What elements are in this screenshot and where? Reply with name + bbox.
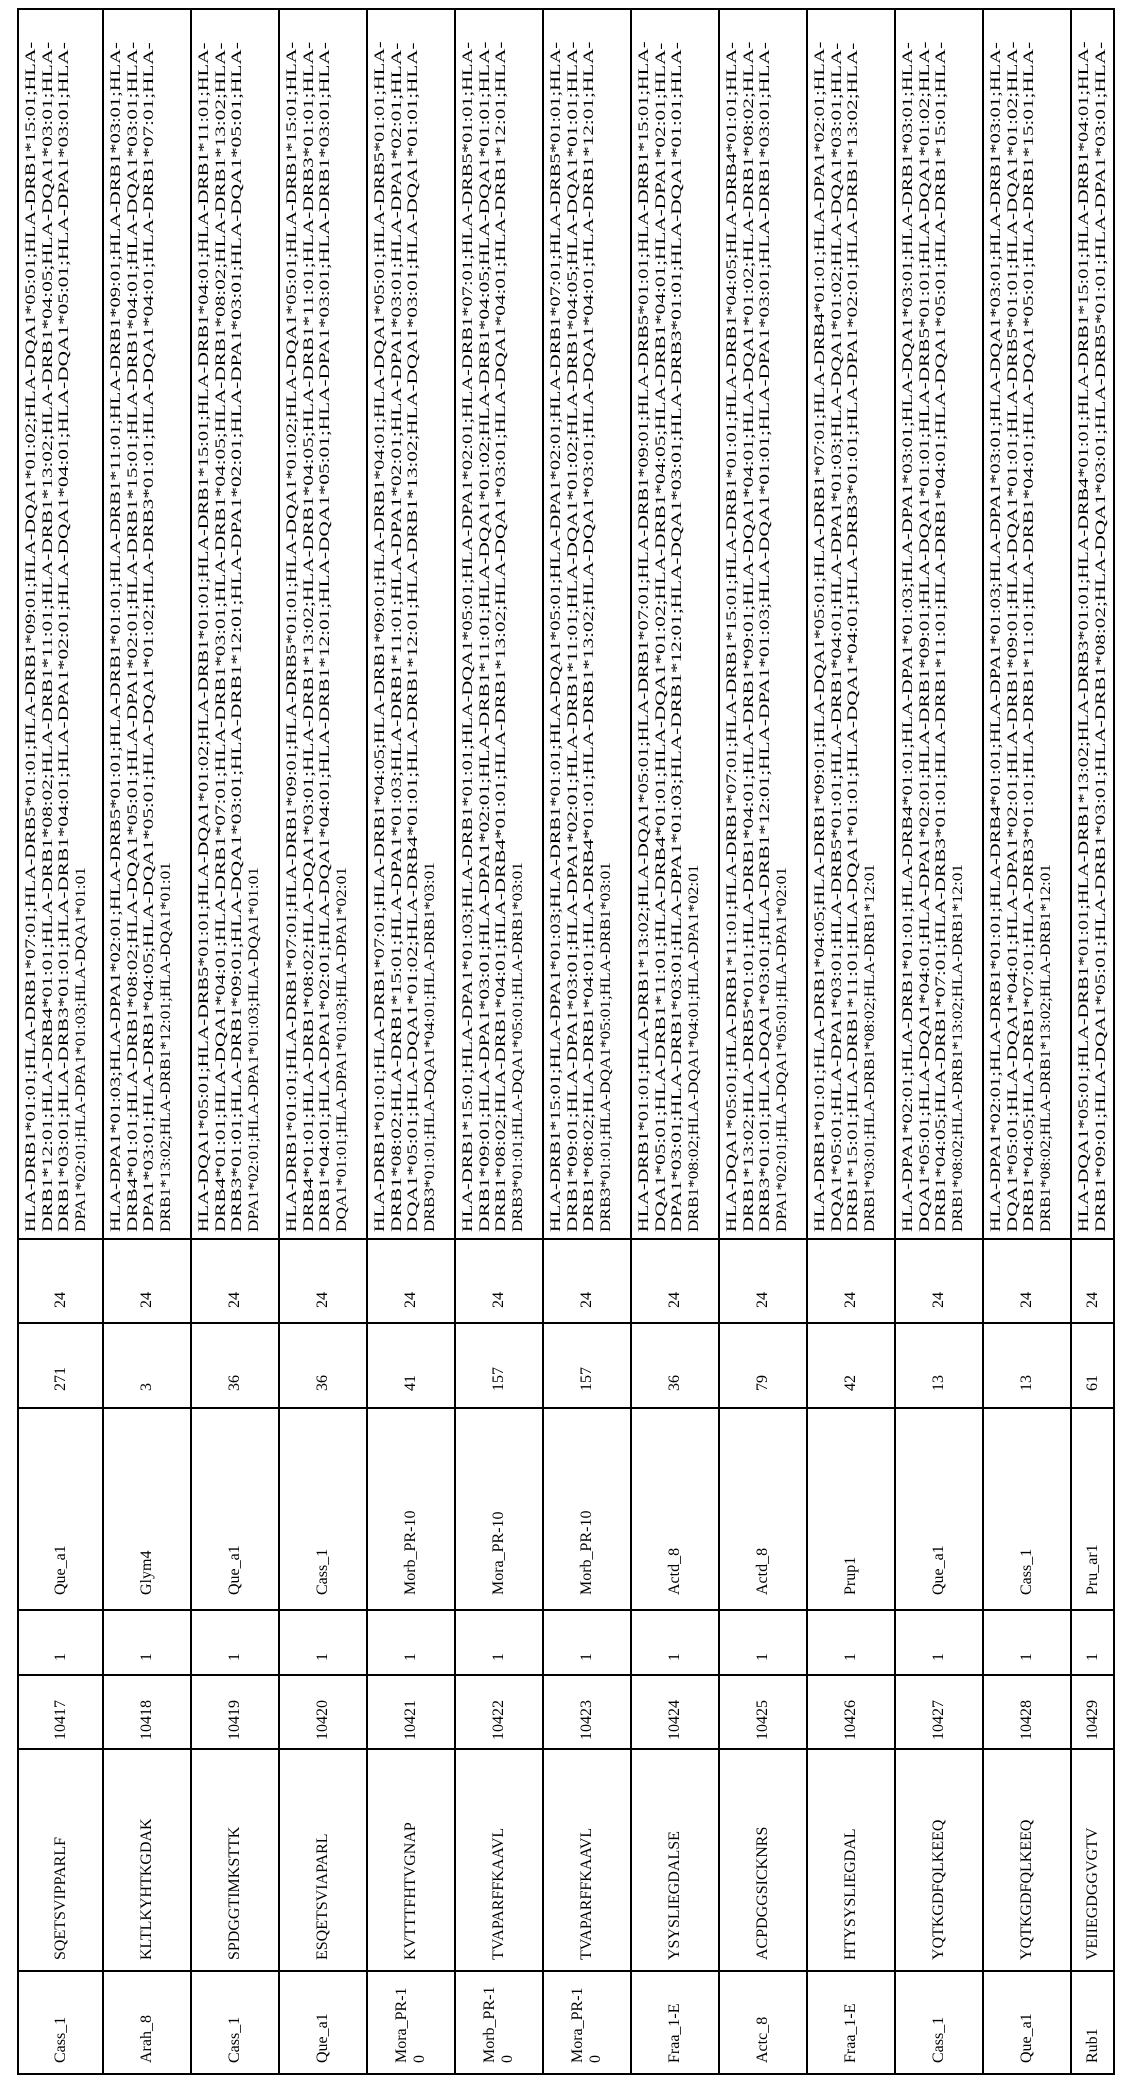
peptide-sequence-cell-text: YQTKGDFQLKEEQ [1018, 1820, 1036, 1960]
allergen-cell-text: Morb_PR-10 [481, 1980, 517, 2063]
allergen-cell-text: Cass_1 [930, 2017, 948, 2063]
hla-allele-line: HLA-DRB1*01:01;HLA-DRB1*07:01;HLA-DRB1*09:01;HLA-DRB5*01:01;HLA-DQA1*01:02;HLA-DQA1*05:01;HLA-DRB1*15:01;HLA- [284, 42, 301, 1232]
length-cell [544, 1238, 630, 1322]
length-cell [192, 1238, 278, 1322]
source-allergen-cell-text: Que_a1 [930, 1545, 948, 1595]
count-cell-text: 1 [314, 1653, 332, 1661]
hla-allele-line: DRB1*03:01;HLA-DRB3*01:01;HLA-DRB1*04:01;HLA-DPA1*02:01;HLA-DQA1*04:01;HLA-DQA1*05:01;HLA-DPA1*03:01;HLA- [56, 42, 73, 1232]
hla-allele-line: HLA-DQA1*05:01;HLA-DRB1*11:01;HLA-DRB1*07:01;HLA-DRB1*15:01;HLA-DRB1*01:01;HLA-DRB1*04:05;HLA-DRB4*01:01;HLA- [724, 42, 741, 1232]
source-allergen-cell [720, 1407, 806, 1609]
hla-alleles-cell [280, 10, 366, 1238]
peptide-id-cell [104, 1674, 190, 1748]
count-cell [984, 1609, 1070, 1674]
peptide-sequence-cell [19, 1748, 102, 1970]
allergen-cell-text: Que_a1 [314, 2013, 332, 2063]
allergen-cell [368, 1970, 454, 2073]
count-cell-text: 1 [226, 1653, 244, 1661]
hla-allele-line: DPA1*03:01;HLA-DRB1*03:01;HLA-DPA1*01:03;HLA-DRB1*12:01;HLA-DQA1*03:01;HLA-DRB3*01:01;HLA-DQA1*01:01;HLA- [669, 42, 686, 1232]
table-row [104, 10, 192, 2073]
length-cell [1072, 1238, 1113, 1322]
position-cell-text: 36 [226, 1375, 244, 1391]
peptide-sequence-cell-text: SQETSVIPPARLF [52, 1837, 70, 1960]
source-allergen-cell-text: Cass_1 [314, 1549, 332, 1595]
position-cell-text: 61 [1084, 1375, 1102, 1391]
source-allergen-cell [19, 1407, 102, 1609]
hla-alleles-cell [19, 10, 102, 1238]
peptide-id-cell-text: 10421 [402, 1700, 420, 1740]
hla-allele-line: DRB4*01:01;HLA-DRB1*08:02;HLA-DQA1*05:01;HLA-DPA1*02:01;HLA-DRB1*15:01;HLA-DRB1*04:01;HLA-DQA1*03:01;HLA- [125, 42, 142, 1232]
peptide-sequence-cell [632, 1748, 718, 1970]
position-cell [280, 1322, 366, 1407]
source-allergen-cell-text: Mora_PR-10 [490, 1511, 508, 1595]
hla-allele-line: DPA1*03:01;HLA-DRB1*04:05;HLA-DQA1*05:01;HLA-DQA1*01:02;HLA-DRB3*01:01;HLA-DQA1*04:01;HLA-DRB1*07:01;HLA- [141, 42, 158, 1232]
position-cell [368, 1322, 454, 1407]
table-row [280, 10, 368, 2073]
hla-allele-line: DRB1*08:02;HLA-DRB1*15:01;HLA-DPA1*01:03;HLA-DRB1*11:01;HLA-DPA1*02:01;HLA-DPA1*03:01;HLA-DPA1*02:01;HLA- [389, 43, 406, 1232]
peptide-sequence-cell [280, 1748, 366, 1970]
hla-allele-line: HLA-DRB1*15:01;HLA-DPA1*01:03;HLA-DRB1*01:01;HLA-DQA1*05:01;HLA-DPA1*02:01;HLA-DRB1*07:01;HLA-DRB5*01:01;HLA- [548, 42, 565, 1232]
hla-alleles-cell [1072, 10, 1113, 1238]
position-cell [896, 1322, 982, 1407]
hla-allele-line: HLA-DRB1*01:01;HLA-DRB1*07:01;HLA-DRB5*01:01;HLA-DRB1*09:01;HLA-DQA1*01:02;HLA-DQA1*05:01;HLA-DRB1*15:01;HLA- [23, 42, 40, 1232]
length-cell-text: 24 [402, 1292, 420, 1308]
hla-alleles-cell [544, 10, 630, 1238]
position-cell [104, 1322, 190, 1407]
source-allergen-cell-text: Pru_ar1 [1084, 1544, 1102, 1595]
position-cell [808, 1322, 894, 1407]
position-cell-text: 36 [314, 1375, 332, 1391]
peptide-sequence-cell-text: YSYSLIEGDALSE [666, 1831, 684, 1960]
hla-alleles-cell [368, 10, 454, 1238]
allergen-cell [104, 1970, 190, 2073]
hla-allele-line: DRB3*01:01;HLA-DQA1*05:01;HLA-DRB1*03:01 [598, 862, 615, 1232]
table-row [544, 10, 632, 2073]
allergen-cell-text: Que_a1 [1018, 2013, 1036, 2063]
hla-alleles-cell [632, 10, 718, 1238]
hla-allele-line: DRB1*15:01;HLA-DRB1*11:01;HLA-DQA1*01:01;HLA-DQA1*04:01;HLA-DRB3*01:01;HLA-DPA1*02:01;HLA-DRB1*13:02;HLA- [845, 43, 862, 1232]
length-cell-text: 24 [490, 1292, 508, 1308]
length-cell [456, 1238, 542, 1322]
allergen-cell-text: Actc_8 [754, 2017, 772, 2063]
peptide-id-cell-text: 10428 [1018, 1700, 1036, 1740]
hla-allele-line: DQA1*05:01;HLA-DPA1*03:01;HLA-DRB5*01:01;HLA-DRB1*04:01;HLA-DPA1*01:03;HLA-DQA1*01:02;HLA-DQA1*03:01;HLA- [829, 43, 846, 1232]
table-row [1072, 10, 1113, 2073]
length-cell-text: 24 [1018, 1292, 1036, 1308]
peptide-id-cell [632, 1674, 718, 1748]
position-cell [192, 1322, 278, 1407]
hla-allele-line: DRB1*04:01;HLA-DPA1*02:01;HLA-DQA1*04:01;HLA-DRB1*12:01;HLA-DQA1*05:01;HLA-DPA1*03:01;HLA-DRB1*03:01;HLA- [317, 42, 334, 1232]
source-allergen-cell-text: Que_a1 [226, 1545, 244, 1595]
position-cell [984, 1322, 1070, 1407]
source-allergen-cell [544, 1407, 630, 1609]
position-cell-text: 42 [842, 1375, 860, 1391]
count-cell [192, 1609, 278, 1674]
source-allergen-cell [368, 1407, 454, 1609]
hla-allele-line: DRB1*08:02;HLA-DRB1*13:02;HLA-DRB1*12:01 [1038, 864, 1055, 1232]
table-row [720, 10, 808, 2073]
source-allergen-cell-text: Actd_8 [754, 1548, 772, 1595]
position-cell [1072, 1322, 1113, 1407]
peptide-id-cell [1072, 1674, 1113, 1748]
allergen-cell-text: Fraa_1-E [842, 2003, 860, 2063]
peptide-id-cell-text: 10419 [226, 1700, 244, 1740]
length-cell-text: 24 [1084, 1292, 1102, 1308]
peptide-id-cell [456, 1674, 542, 1748]
position-cell-text: 271 [52, 1367, 70, 1391]
count-cell-text: 1 [1018, 1653, 1036, 1661]
hla-allele-line: DRB4*01:01;HLA-DRB1*08:02;HLA-DQA1*03:01;HLA-DRB1*13:02;HLA-DRB1*04:05;HLA-DRB1*11:01;HLA-DRB3*01:01;HLA- [301, 42, 318, 1232]
table-row [632, 10, 720, 2073]
hla-alleles-cell [808, 10, 894, 1238]
allergen-cell-text: Mora_PR-10 [393, 1980, 429, 2063]
length-cell [808, 1238, 894, 1322]
peptide-sequence-cell-text: VEIIEGDGGVGTV [1084, 1828, 1102, 1960]
source-allergen-cell [280, 1407, 366, 1609]
peptide-sequence-cell [104, 1748, 190, 1970]
peptide-sequence-cell-text: ACPDGGSICKNRS [754, 1827, 772, 1960]
count-cell-text: 1 [402, 1653, 420, 1661]
source-allergen-cell [896, 1407, 982, 1609]
position-cell-text: 41 [402, 1375, 420, 1391]
allergen-cell [544, 1970, 630, 2073]
hla-alleles-cell [720, 10, 806, 1238]
peptide-sequence-cell [808, 1748, 894, 1970]
peptide-id-cell [280, 1674, 366, 1748]
hla-allele-line: HLA-DQA1*05:01;HLA-DRB5*01:01;HLA-DQA1*01:02;HLA-DRB1*01:01;HLA-DRB1*15:01;HLA-DRB1*04:01;HLA-DRB1*11:01;HLA- [196, 43, 213, 1232]
hla-allele-line: HLA-DPA1*02:01;HLA-DRB1*01:01;HLA-DRB4*01:01;HLA-DPA1*01:03;HLA-DPA1*03:01;HLA-DQA1*03:01;HLA-DRB1*03:01;HLA- [988, 42, 1005, 1232]
hla-allele-line: HLA-DRB1*15:01;HLA-DPA1*01:03;HLA-DRB1*01:01;HLA-DQA1*05:01;HLA-DPA1*02:01;HLA-DRB1*07:01;HLA-DRB5*01:01;HLA- [460, 42, 477, 1232]
peptide-id-cell [720, 1674, 806, 1748]
source-allergen-cell [456, 1407, 542, 1609]
peptide-id-cell [368, 1674, 454, 1748]
source-allergen-cell-text: Que_a1 [52, 1545, 70, 1595]
peptide-id-cell [192, 1674, 278, 1748]
peptide-sequence-cell [368, 1748, 454, 1970]
hla-allele-line: DRB4*01:01;HLA-DQA1*04:01;HLA-DRB1*07:01;HLA-DRB1*03:01;HLA-DRB1*04:05;HLA-DRB1*08:02;HLA-DRB1*13:02;HLA- [213, 42, 230, 1232]
allergen-cell-text: Rub1 [1084, 2028, 1102, 2063]
source-allergen-cell-text: Cass_1 [1018, 1549, 1036, 1595]
hla-allele-line: DQA1*05:01;HLA-DQA1*01:02;HLA-DRB4*01:01;HLA-DRB1*12:01;HLA-DRB1*13:02;HLA-DQA1*03:01;HLA-DQA1*01:01;HLA- [405, 43, 422, 1232]
source-allergen-cell [192, 1407, 278, 1609]
table-row [192, 10, 280, 2073]
peptide-sequence-cell-text: KVTTTFHTVGNAP [402, 1822, 420, 1960]
hla-allele-line: HLA-DRB1*01:01;HLA-DRB1*13:02;HLA-DQA1*05:01;HLA-DRB1*07:01;HLA-DRB1*09:01;HLA-DRB5*01:01;HLA-DRB1*15:01;HLA- [636, 41, 653, 1232]
length-cell-text: 24 [666, 1292, 684, 1308]
hla-alleles-cell [104, 10, 190, 1238]
hla-allele-line: DRB1*03:01;HLA-DRB1*08:02;HLA-DRB1*12:01 [862, 864, 879, 1232]
peptide-sequence-cell [544, 1748, 630, 1970]
source-allergen-cell [104, 1407, 190, 1609]
hla-allele-line: HLA-DRB1*01:01;HLA-DRB1*04:05;HLA-DRB1*09:01;HLA-DQA1*05:01;HLA-DRB1*07:01;HLA-DRB4*01:01;HLA-DPA1*02:01;HLA- [812, 42, 829, 1232]
table-row [896, 10, 984, 2073]
allergen-peptide-table [17, 8, 1115, 2075]
length-cell [368, 1238, 454, 1322]
source-allergen-cell [984, 1407, 1070, 1609]
hla-allele-line: DRB3*01:01;HLA-DRB1*09:01;HLA-DQA1*03:01;HLA-DRB1*12:01;HLA-DPA1*02:01;HLA-DPA1*03:01;HLA-DQA1*05:01;HLA- [229, 42, 246, 1232]
peptide-sequence-cell [896, 1748, 982, 1970]
count-cell-text: 1 [1084, 1653, 1102, 1661]
peptide-sequence-cell-text: TVAPARFFKAAVL [578, 1828, 596, 1960]
source-allergen-cell-text: Prup1 [842, 1557, 860, 1595]
hla-allele-line: DPA1*02:01;HLA-DPA1*01:03;HLA-DQA1*01:01 [73, 867, 90, 1232]
length-cell-text: 24 [930, 1292, 948, 1308]
peptide-id-cell [19, 1674, 102, 1748]
peptide-sequence-cell [1072, 1748, 1113, 1970]
count-cell-text: 1 [52, 1653, 70, 1661]
count-cell [19, 1609, 102, 1674]
allergen-cell [1072, 1970, 1113, 2073]
source-allergen-cell-text: Morb_PR-10 [578, 1511, 596, 1595]
hla-allele-line: DQA1*05:01;HLA-DQA1*04:01;HLA-DPA1*02:01;HLA-DRB1*09:01;HLA-DQA1*01:01;HLA-DRB5*01:01;HLA-DQA1*01:02;HLA- [917, 41, 934, 1232]
source-allergen-cell [632, 1407, 718, 1609]
peptide-id-cell [808, 1674, 894, 1748]
peptide-sequence-cell [456, 1748, 542, 1970]
position-cell [720, 1322, 806, 1407]
allergen-cell-text: Fraa_1-E [666, 2003, 684, 2063]
source-allergen-cell-text: Actd_8 [666, 1548, 684, 1595]
length-cell-text: 24 [52, 1292, 70, 1308]
hla-allele-line: HLA-DPA1*02:01;HLA-DRB1*01:01;HLA-DRB4*01:01;HLA-DPA1*01:03;HLA-DPA1*03:01;HLA-DQA1*03:01;HLA-DRB1*03:01;HLA- [900, 42, 917, 1232]
peptide-sequence-cell-text: YQTKGDFQLKEEQ [930, 1820, 948, 1960]
position-cell-text: 13 [1018, 1375, 1036, 1391]
position-cell-text: 3 [138, 1383, 156, 1391]
hla-allele-line: DPA1*02:01;HLA-DQA1*05:01;HLA-DPA1*02:01 [774, 867, 791, 1232]
length-cell-text: 24 [138, 1292, 156, 1308]
peptide-id-cell [896, 1674, 982, 1748]
peptide-id-cell-text: 10422 [490, 1700, 508, 1740]
peptide-id-cell [544, 1674, 630, 1748]
hla-allele-line: DRB1*09:01;HLA-DPA1*03:01;HLA-DPA1*02:01;HLA-DRB1*11:01;HLA-DQA1*01:02;HLA-DRB1*04:05;HLA-DQA1*01:01;HLA- [565, 42, 582, 1232]
source-allergen-cell-text: Morb_PR-10 [402, 1511, 420, 1595]
allergen-cell [192, 1970, 278, 2073]
hla-allele-line: DRB1*08:02;HLA-DQA1*04:01;HLA-DPA1*02:01 [686, 865, 703, 1232]
hla-allele-line: DRB1*12:01;HLA-DRB4*01:01;HLA-DRB1*08:02;HLA-DRB1*11:01;HLA-DRB1*13:02;HLA-DRB1*04:05;HLA-DQA1*03:01;HLA- [40, 42, 57, 1232]
table-row [368, 10, 456, 2073]
allergen-cell [808, 1970, 894, 2073]
length-cell-text: 24 [842, 1292, 860, 1308]
position-cell [544, 1322, 630, 1407]
allergen-cell [280, 1970, 366, 2073]
allergen-cell-text: Cass_1 [52, 2017, 70, 2063]
length-cell-text: 24 [314, 1292, 332, 1308]
peptide-sequence-cell-text: TVAPARFFKAAVL [490, 1828, 508, 1960]
count-cell-text: 1 [842, 1653, 860, 1661]
allergen-cell [632, 1970, 718, 2073]
hla-allele-line: DRB3*01:01;HLA-DQA1*05:01;HLA-DRB1*03:01 [510, 862, 527, 1232]
hla-allele-line: HLA-DRB1*01:01;HLA-DRB1*07:01;HLA-DRB1*04:05;HLA-DRB1*09:01;HLA-DRB1*04:01;HLA-DQA1*05:01;HLA-DRB5*01:01;HLA- [372, 41, 389, 1232]
peptide-id-cell-text: 10420 [314, 1700, 332, 1740]
allergen-cell-text: Arah_8 [138, 2015, 156, 2063]
peptide-id-cell-text: 10427 [930, 1700, 948, 1740]
allergen-cell [984, 1970, 1070, 2073]
count-cell [280, 1609, 366, 1674]
source-allergen-cell [808, 1407, 894, 1609]
peptide-id-cell-text: 10425 [754, 1700, 772, 1740]
count-cell-text: 1 [666, 1653, 684, 1661]
length-cell [896, 1238, 982, 1322]
allergen-cell-text: Mora_PR-10 [569, 1980, 605, 2063]
hla-alleles-cell [896, 10, 982, 1238]
hla-allele-line: HLA-DPA1*01:03;HLA-DPA1*02:01;HLA-DRB5*01:01;HLA-DRB1*01:01;HLA-DRB1*11:01;HLA-DRB1*09:01;HLA-DRB1*03:01;HLA- [108, 42, 125, 1232]
allergen-cell [19, 1970, 102, 2073]
count-cell-text: 1 [490, 1653, 508, 1661]
position-cell-text: 157 [490, 1367, 508, 1391]
allergen-cell-text: Cass_1 [226, 2017, 244, 2063]
count-cell [808, 1609, 894, 1674]
length-cell-text: 24 [226, 1292, 244, 1308]
hla-alleles-cell [456, 10, 542, 1238]
peptide-id-cell-text: 10423 [578, 1700, 596, 1740]
position-cell [19, 1322, 102, 1407]
hla-allele-line: DRB3*01:01;HLA-DQA1*04:01;HLA-DRB1*03:01 [422, 862, 439, 1232]
peptide-id-cell [984, 1674, 1070, 1748]
length-cell [984, 1238, 1070, 1322]
count-cell-text: 1 [138, 1653, 156, 1661]
table-row [808, 10, 896, 2073]
count-cell-text: 1 [754, 1653, 772, 1661]
peptide-sequence-cell-text: SPDGGTIMKSTTK [226, 1827, 244, 1960]
hla-allele-line: DRB1*09:01;HLA-DQA1*05:01;HLA-DRB1*03:01;HLA-DRB1*08:02;HLA-DQA1*03:01;HLA-DRB5*01:01;HLA-DPA1*03:01;HLA- [1093, 42, 1110, 1232]
peptide-sequence-cell-text: ESQETSVIAPARL [314, 1833, 332, 1960]
hla-allele-line: DRB1*08:02;HLA-DRB1*04:01;HLA-DRB4*01:01;HLA-DRB1*13:02;HLA-DQA1*03:01;HLA-DQA1*04:01;HLA-DRB1*12:01;HLA- [581, 42, 598, 1232]
allergen-cell [720, 1970, 806, 2073]
count-cell [896, 1609, 982, 1674]
position-cell-text: 36 [666, 1375, 684, 1391]
count-cell [104, 1609, 190, 1674]
position-cell [632, 1322, 718, 1407]
count-cell [368, 1609, 454, 1674]
peptide-id-cell-text: 10426 [842, 1700, 860, 1740]
peptide-sequence-cell [720, 1748, 806, 1970]
hla-allele-line: HLA-DQA1*05:01;HLA-DRB1*01:01;HLA-DRB1*13:02;HLA-DRB3*01:01;HLA-DRB4*01:01;HLA-DRB1*15:01;HLA-DRB1*04:01;HLA- [1076, 41, 1093, 1232]
count-cell [720, 1609, 806, 1674]
hla-allele-line: DRB1*04:05;HLA-DRB1*07:01;HLA-DRB3*01:01;HLA-DRB1*11:01;HLA-DRB1*04:01;HLA-DQA1*05:01;HLA-DRB1*15:01;HLA- [933, 42, 950, 1232]
length-cell-text: 24 [578, 1292, 596, 1308]
peptide-sequence-cell-text: HTYSYSLIEGDAL [842, 1828, 860, 1960]
allergen-cell [896, 1970, 982, 2073]
source-allergen-cell [1072, 1407, 1113, 1609]
count-cell [1072, 1609, 1113, 1674]
hla-allele-line: DRB1*13:02;HLA-DRB5*01:01;HLA-DRB1*04:01;HLA-DRB1*09:01;HLA-DQA1*04:01;HLA-DQA1*01:02;HLA-DRB1*08:02;HLA- [741, 42, 758, 1232]
count-cell-text: 1 [578, 1653, 596, 1661]
peptide-sequence-cell [984, 1748, 1070, 1970]
peptide-sequence-cell [192, 1748, 278, 1970]
peptide-id-cell-text: 10417 [52, 1700, 70, 1740]
count-cell-text: 1 [930, 1653, 948, 1661]
length-cell [104, 1238, 190, 1322]
table-row [19, 10, 104, 2073]
hla-allele-line: DPA1*02:01;HLA-DPA1*01:03;HLA-DQA1*01:01 [246, 867, 263, 1232]
hla-allele-line: DRB1*09:01;HLA-DPA1*03:01;HLA-DPA1*02:01;HLA-DRB1*11:01;HLA-DQA1*01:02;HLA-DRB1*04:05;HLA-DQA1*01:01;HLA- [477, 42, 494, 1232]
length-cell-text: 24 [754, 1292, 772, 1308]
position-cell-text: 157 [578, 1367, 596, 1391]
peptide-sequence-cell-text: KLTLKYHTKGDAK [138, 1818, 156, 1960]
peptide-id-cell-text: 10424 [666, 1700, 684, 1740]
position-cell [456, 1322, 542, 1407]
allergen-cell [456, 1970, 542, 2073]
hla-allele-line: DQA1*05:01;HLA-DQA1*04:01;HLA-DPA1*02:01;HLA-DRB1*09:01;HLA-DQA1*01:01;HLA-DRB5*01:01;HLA-DQA1*01:02;HLA- [1005, 41, 1022, 1232]
hla-allele-line: DQA1*01:01;HLA-DPA1*01:03;HLA-DPA1*02:01 [334, 867, 351, 1232]
peptide-id-cell-text: 10429 [1084, 1700, 1102, 1740]
peptide-id-cell-text: 10418 [138, 1700, 156, 1740]
length-cell [632, 1238, 718, 1322]
length-cell [280, 1238, 366, 1322]
length-cell [720, 1238, 806, 1322]
count-cell [456, 1609, 542, 1674]
length-cell [19, 1238, 102, 1322]
count-cell [632, 1609, 718, 1674]
position-cell-text: 13 [930, 1375, 948, 1391]
hla-alleles-cell [192, 10, 278, 1238]
hla-allele-line: DQA1*05:01;HLA-DRB1*11:01;HLA-DRB4*01:01;HLA-DQA1*01:02;HLA-DRB1*04:05;HLA-DRB1*04:01;HLA-DPA1*02:01;HLA- [653, 43, 670, 1232]
count-cell [544, 1609, 630, 1674]
hla-allele-line: DRB3*01:01;HLA-DQA1*03:01;HLA-DRB1*12:01;HLA-DPA1*01:03;HLA-DQA1*01:01;HLA-DPA1*03:01;HLA-DRB1*03:01;HLA- [757, 42, 774, 1232]
source-allergen-cell-text: Glym4 [138, 1551, 156, 1595]
hla-allele-line: DRB1*04:05;HLA-DRB1*07:01;HLA-DRB3*01:01;HLA-DRB1*11:01;HLA-DRB1*04:01;HLA-DQA1*05:01;HLA-DRB1*15:01;HLA- [1021, 42, 1038, 1232]
hla-allele-line: DRB1*08:02;HLA-DRB1*13:02;HLA-DRB1*12:01 [950, 864, 967, 1232]
table-row [984, 10, 1072, 2073]
hla-allele-line: DRB1*08:02;HLA-DRB1*04:01;HLA-DRB4*01:01;HLA-DRB1*13:02;HLA-DQA1*03:01;HLA-DQA1*04:01;HLA-DRB1*12:01;HLA- [493, 42, 510, 1232]
hla-allele-line: DRB1*13:02;HLA-DRB1*12:01;HLA-DQA1*01:01 [158, 862, 175, 1232]
position-cell-text: 79 [754, 1375, 772, 1391]
table-row [456, 10, 544, 2073]
hla-alleles-cell [984, 10, 1070, 1238]
